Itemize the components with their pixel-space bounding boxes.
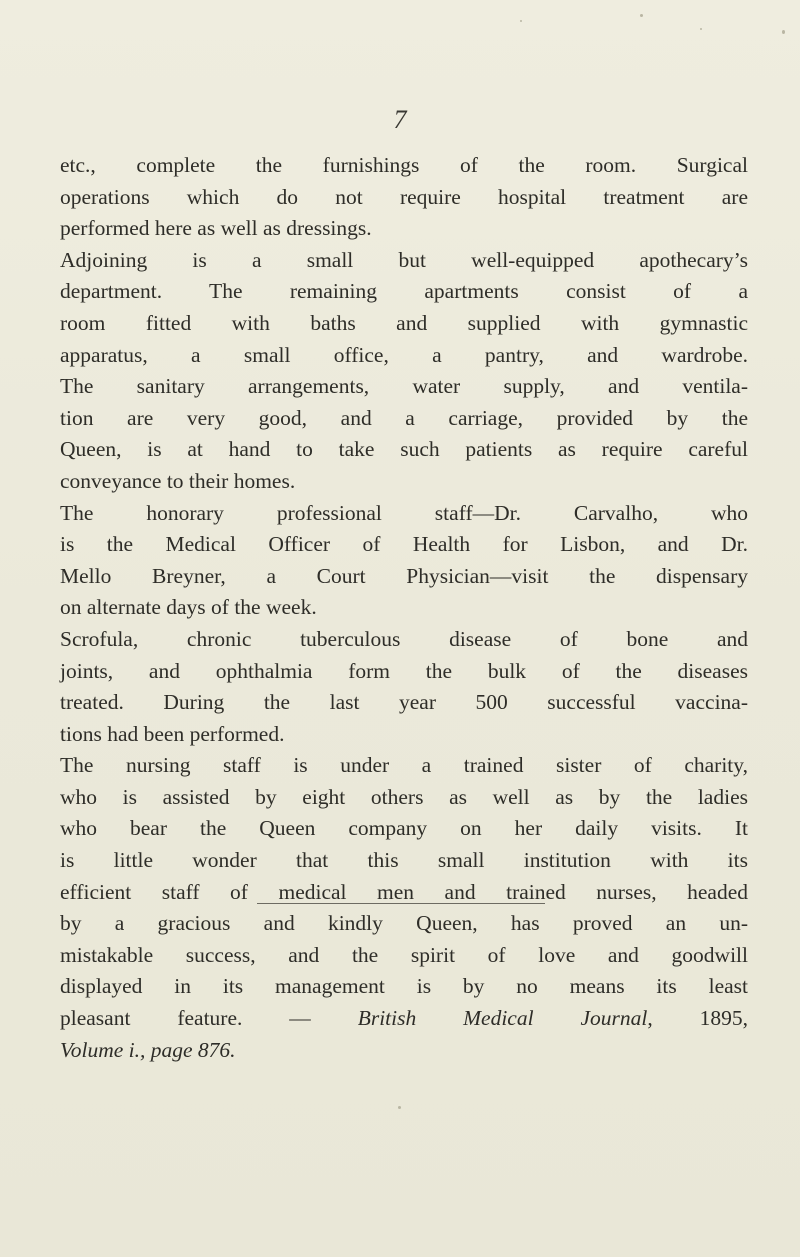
- text-line: Queen, is at hand to take such patients as require careful: [60, 437, 748, 462]
- paper-speck: [640, 14, 643, 17]
- citation-year: , 1895,: [647, 1006, 748, 1031]
- text-line: conveyance to their homes.: [60, 468, 296, 493]
- text-line: tion are very good, and a carriage, provided by the: [60, 405, 748, 430]
- text-line: The sanitary arrangements, water supply, and ventila-: [60, 374, 748, 399]
- text-line: performed here as well as dressings.: [60, 216, 372, 241]
- text-line: treated. During the last year 500 successful vaccina-: [60, 690, 748, 715]
- citation-volume: Volume i., page 876.: [60, 1037, 236, 1062]
- text-line: mistakable success, and the spirit of love and goodwill: [60, 942, 748, 967]
- paper-speck: [520, 20, 522, 22]
- body-text: [60, 150, 748, 1066]
- text-line: Adjoining is a small but well-equipped apothecary’s: [60, 247, 748, 272]
- text-line: efficient staff of medical men and trained nurses, headed: [60, 879, 748, 904]
- paper-speck: [782, 30, 785, 34]
- text-line: department. The remaining apartments consist of a: [60, 279, 748, 304]
- text-line: who is assisted by eight others as well as by the ladies: [60, 784, 748, 809]
- text-line: is little wonder that this small institution with its: [60, 848, 748, 873]
- text-line: The nursing staff is under a trained sister of charity,: [60, 753, 748, 778]
- text-line: joints, and ophthalmia form the bulk of the diseases: [60, 658, 748, 683]
- text-line: on alternate days of the week.: [60, 595, 317, 620]
- text-line: Mello Breyner, a Court Physician—visit the dispensary: [60, 563, 748, 588]
- paper-speck: [398, 1106, 401, 1109]
- paper-speck: [700, 28, 702, 30]
- text-line: The honorary professional staff—Dr. Carvalho, who: [60, 500, 748, 525]
- text-line: apparatus, a small office, a pantry, and wardrobe.: [60, 342, 748, 367]
- text-line: displayed in its management is by no means its least: [60, 974, 748, 999]
- text-line: operations which do not require hospital treatment are: [60, 184, 748, 209]
- text-line: is the Medical Officer of Health for Lisbon, and Dr.: [60, 532, 748, 557]
- text-line: tions had been performed.: [60, 721, 285, 746]
- citation-lead: pleasant feature. —: [60, 1006, 358, 1031]
- text-line: Scrofula, chronic tuberculous disease of bone and: [60, 626, 748, 651]
- citation-line: [60, 1003, 748, 1035]
- end-rule: [257, 903, 545, 904]
- citation-journal: British Medical Journal: [357, 1006, 648, 1031]
- text-line: who bear the Queen company on her daily visits. It: [60, 816, 748, 841]
- page-number: 7: [393, 105, 407, 134]
- text-line: room fitted with baths and supplied with gymnastic: [60, 310, 748, 335]
- text-line: etc., complete the furnishings of the room. Surgical: [60, 153, 748, 177]
- text-line: by a gracious and kindly Queen, has proved an un-: [60, 911, 748, 936]
